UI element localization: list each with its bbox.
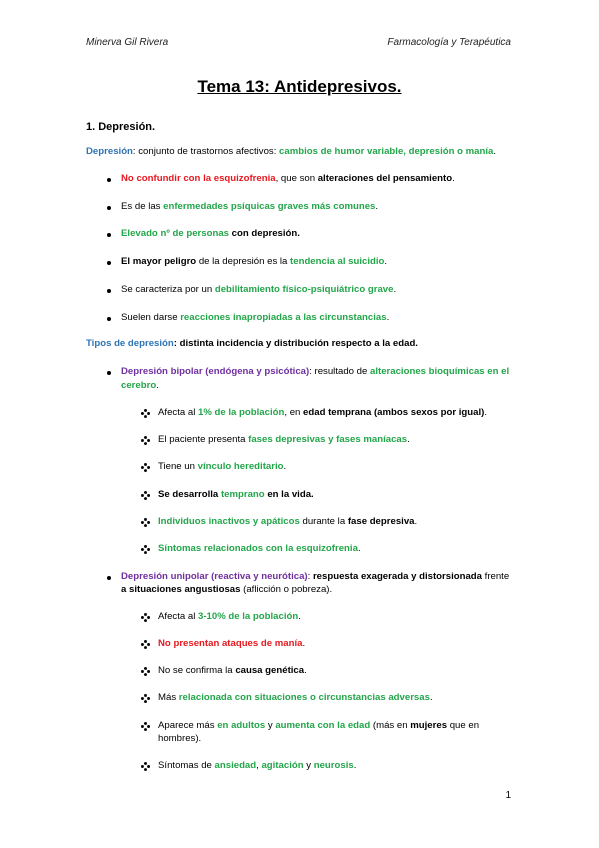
- text: y: [303, 760, 314, 771]
- list-subitem-cont: [158, 732, 201, 746]
- highlight-text: tendencia al suicidio: [290, 256, 385, 267]
- list-item-bipolar-cont: [121, 379, 159, 393]
- bold-text: respuesta exagerada y distorsionada: [312, 571, 482, 582]
- text: :: [307, 571, 313, 582]
- bullet-dot: [107, 317, 111, 321]
- highlight-text: vínculo hereditario: [197, 461, 284, 472]
- highlight-text: Individuos inactivos y apáticos: [158, 516, 300, 527]
- text: durante la: [299, 516, 348, 527]
- list-subitem: [158, 637, 305, 651]
- definition-text: : conjunto de trastornos afectivos:: [132, 146, 280, 157]
- highlight-text: aumenta con la edad: [275, 720, 371, 731]
- list-subitem: [158, 515, 417, 529]
- list-item: [121, 200, 378, 214]
- text: .: [357, 543, 361, 554]
- list-subitem: [158, 664, 307, 678]
- text: : resultado de: [309, 366, 370, 377]
- diamond-bullet-icon: [141, 722, 150, 731]
- bullet-dot: [107, 289, 111, 293]
- text: .: [386, 312, 390, 323]
- list-item: [121, 255, 387, 269]
- text: Síntomas de: [158, 760, 215, 771]
- highlight-text: neurosis: [313, 760, 354, 771]
- text: .: [384, 256, 388, 267]
- text: Afecta al: [158, 407, 198, 418]
- list-item-unipolar-cont: [121, 583, 332, 597]
- section-heading: 1. Depresión.: [86, 121, 156, 133]
- bullet-dot: [107, 576, 111, 580]
- text: .: [304, 665, 307, 676]
- text: Se caracteriza por un: [121, 284, 215, 295]
- list-subitem: [158, 691, 433, 705]
- header-subject: Farmacología y Terapéutica: [387, 37, 511, 48]
- text: que en: [447, 720, 480, 731]
- bullet-dot: [107, 206, 111, 210]
- text: Es de las: [121, 201, 164, 212]
- text: .: [452, 173, 455, 184]
- list-subitem: [158, 433, 410, 447]
- bold-text: fase depresiva: [347, 516, 415, 527]
- text: (más en: [370, 720, 411, 731]
- text: El paciente presenta: [158, 434, 249, 445]
- definition-paragraph: [86, 145, 496, 159]
- bold-text: alteraciones del pensamiento: [317, 173, 453, 184]
- text: Afecta al: [158, 611, 198, 622]
- text: , en: [284, 407, 304, 418]
- list-subitem: [158, 488, 314, 502]
- highlight-text: cerebro: [121, 380, 157, 391]
- highlight-text: relacionada con situaciones o circunstancias adversas: [178, 692, 430, 703]
- list-item-bipolar: [121, 365, 509, 379]
- list-item: [121, 283, 396, 297]
- diamond-bullet-icon: [141, 436, 150, 445]
- types-term: Tipos de depresión: [86, 338, 174, 349]
- highlight-text: alteraciones bioquímicas en el: [370, 366, 510, 377]
- highlight-text: 1% de la población: [198, 407, 285, 418]
- types-text: : distinta incidencia y distribución respecto a la edad.: [173, 338, 418, 349]
- bullet-dot: [107, 371, 111, 375]
- highlight-text: agitación: [261, 760, 304, 771]
- list-item: [121, 227, 300, 241]
- bold-text: en la vida.: [264, 489, 314, 500]
- text: hombres).: [158, 733, 202, 744]
- text: .: [302, 638, 306, 649]
- highlight-text: No presentan ataques de manía: [158, 638, 303, 649]
- diamond-bullet-icon: [141, 667, 150, 676]
- bold-text: El mayor peligro: [121, 256, 197, 267]
- highlight-text: debilitamiento físico-psiquiátrico grave: [214, 284, 394, 295]
- diamond-bullet-icon: [141, 491, 150, 500]
- bold-text: edad temprana (ambos sexos por igual): [303, 407, 485, 418]
- diamond-bullet-icon: [141, 640, 150, 649]
- text: .: [407, 434, 410, 445]
- highlight-text: Elevado nº de personas: [121, 228, 230, 239]
- highlight-text: fases depresivas y fases maníacas: [248, 434, 408, 445]
- definition-highlight: cambios de humor variable, depresión o manía: [279, 146, 494, 157]
- highlight-text: reacciones inapropiadas a las circunstancias: [180, 312, 387, 323]
- diamond-bullet-icon: [141, 694, 150, 703]
- list-subitem: [158, 759, 356, 773]
- text: frente: [481, 571, 510, 582]
- bullet-dot: [107, 178, 111, 182]
- diamond-bullet-icon: [141, 463, 150, 472]
- text: .: [393, 284, 397, 295]
- text: .: [484, 407, 487, 418]
- list-subitem: [158, 406, 487, 420]
- definition-term: Depresión: [86, 146, 133, 157]
- bold-text: causa genética: [235, 665, 305, 676]
- diamond-bullet-icon: [141, 545, 150, 554]
- text: .: [353, 760, 357, 771]
- list-subitem: [158, 542, 361, 556]
- highlight-text: temprano: [220, 489, 265, 500]
- text: (aflicción o pobreza).: [240, 584, 333, 595]
- bullet-dot: [107, 233, 111, 237]
- highlight-text: enfermedades psíquicas graves más comunes: [163, 201, 376, 212]
- bold-text: con depresión.: [229, 228, 300, 239]
- list-item: [121, 172, 455, 186]
- text: Aparece más: [158, 720, 218, 731]
- bold-text: a: [121, 584, 130, 595]
- page-number: 1: [505, 790, 511, 801]
- definition-end: .: [493, 146, 497, 157]
- highlight-text: 3-10% de la población: [198, 611, 299, 622]
- text: .: [156, 380, 159, 391]
- text: ,: [256, 760, 262, 771]
- bold-text: Se desarrolla: [158, 489, 221, 500]
- bullet-dot: [107, 261, 111, 265]
- list-subitem: [158, 610, 301, 624]
- unipolar-term: Depresión unipolar (reactiva y neurótica): [121, 571, 308, 582]
- diamond-bullet-icon: [141, 409, 150, 418]
- highlight-text: No confundir con la esquizofrenia: [121, 173, 276, 184]
- diamond-bullet-icon: [141, 762, 150, 771]
- highlight-text: en adultos: [217, 720, 266, 731]
- text: Tiene un: [158, 461, 198, 472]
- types-paragraph: [86, 337, 418, 351]
- list-subitem: [158, 460, 286, 474]
- diamond-bullet-icon: [141, 613, 150, 622]
- bipolar-term: Depresión bipolar (endógena y psicótica): [121, 366, 310, 377]
- list-item: [121, 311, 389, 325]
- text: No se confirma la: [158, 665, 236, 676]
- bold-text: situaciones angustiosas: [129, 584, 241, 595]
- list-item-unipolar: [121, 570, 509, 584]
- text: , que son: [275, 173, 318, 184]
- text: Suelen darse: [121, 312, 181, 323]
- text: .: [414, 516, 418, 527]
- text: .: [375, 201, 379, 212]
- text: Más: [158, 692, 179, 703]
- text: de la depresión es la: [196, 256, 291, 267]
- list-subitem: [158, 719, 479, 733]
- bold-text: mujeres: [410, 720, 448, 731]
- text: .: [429, 692, 433, 703]
- text: .: [298, 611, 301, 622]
- header-author: Minerva Gil Rivera: [86, 37, 169, 48]
- highlight-text: Síntomas relacionados con la esquizofrenia: [158, 543, 358, 554]
- text: .: [283, 461, 287, 472]
- highlight-text: ansiedad: [214, 760, 257, 771]
- text: y: [265, 720, 276, 731]
- diamond-bullet-icon: [141, 518, 150, 527]
- page-title: Tema 13: Antidepresivos.: [197, 77, 402, 96]
